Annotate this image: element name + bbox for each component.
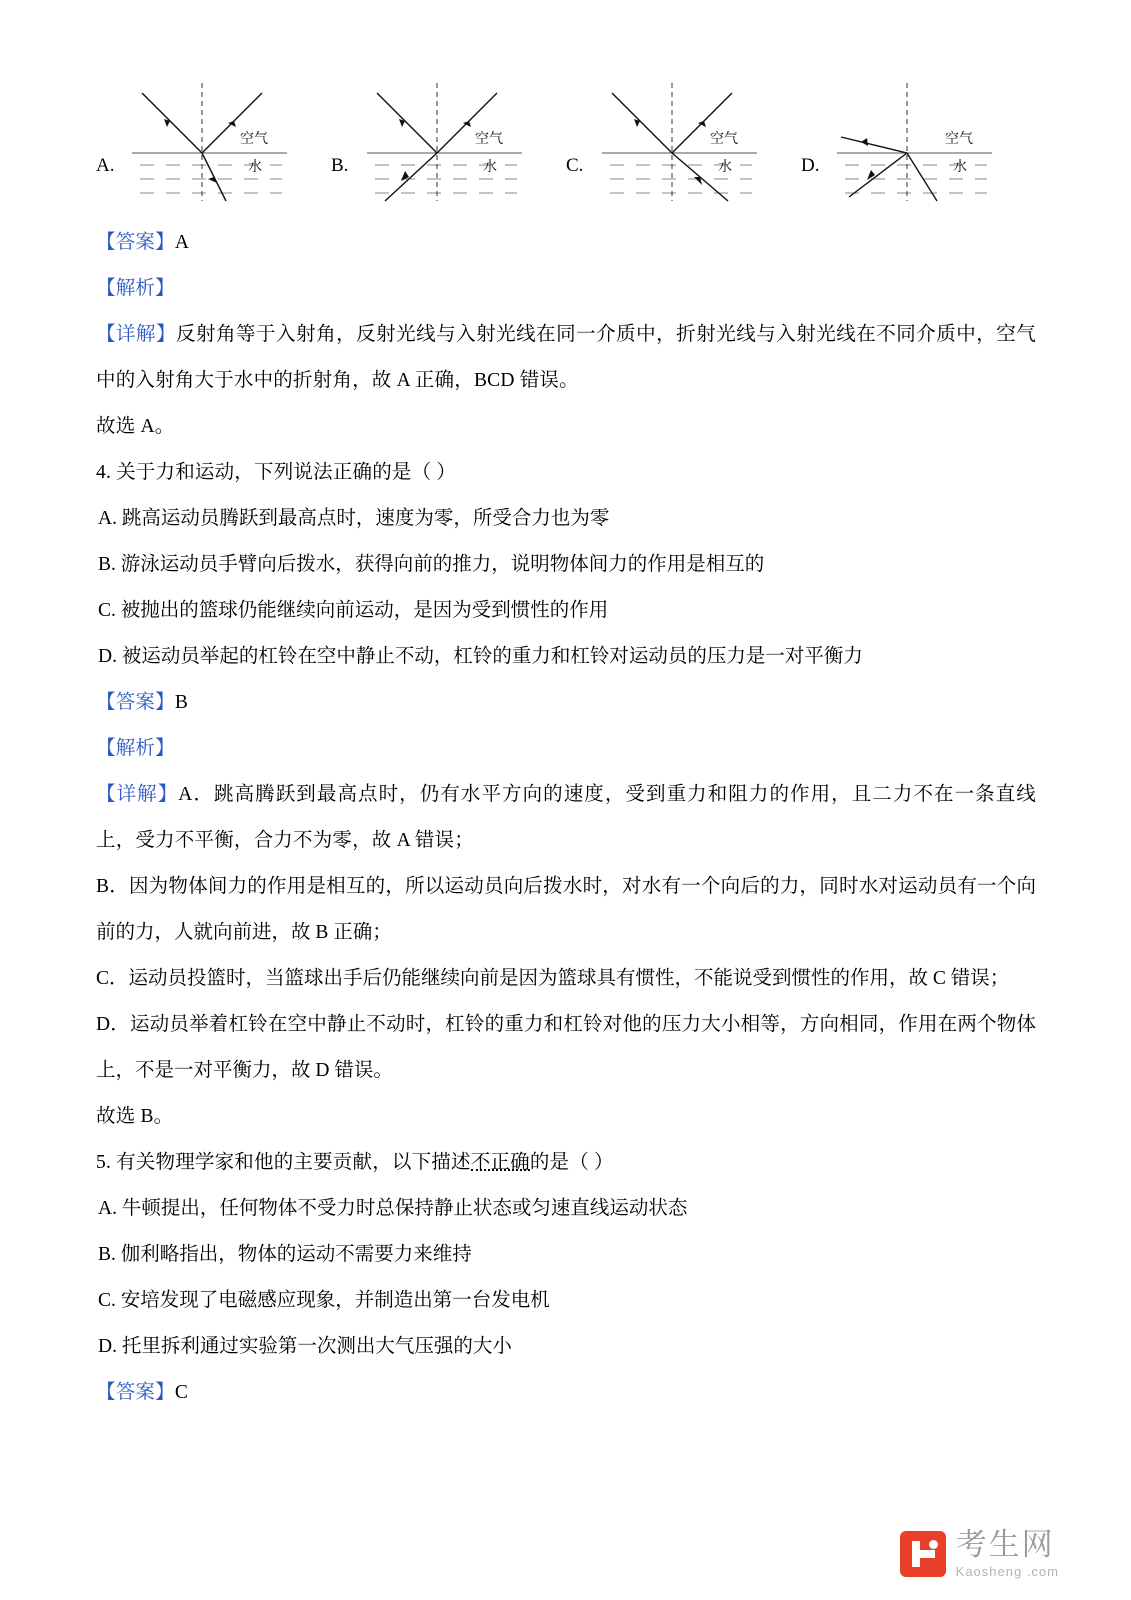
q3-answer-value: A <box>174 232 190 253</box>
q3-detail-paragraph <box>96 312 1036 404</box>
watermark-en: Kaosheng .com <box>955 1564 1059 1579</box>
figure-diagram-b <box>357 65 532 205</box>
q4-detail-a-text: A．跳高腾跃到最高点时，仍有水平方向的速度，受到重力和阻力的作用，且二力不在一条直线上，受力不平衡，合力不为零，故 A 错误； <box>96 784 1036 851</box>
watermark-logo-icon <box>900 1531 946 1577</box>
figure-diagram-a <box>122 65 297 205</box>
refraction-figure-row <box>96 60 1036 220</box>
q5-option-c: C. 安培发现了电磁感应现象，并制造出第一台发电机 <box>98 1290 550 1311</box>
watermark-text <box>955 1527 1059 1579</box>
q3-answer-line <box>96 220 1036 266</box>
figure-c-water-label: 水 <box>718 159 732 175</box>
q4-detail-d: D．运动员举着杠铃在空中静止不动时，杠铃的重力和杠铃对他的压力大小相等，方向相同，作用在两个物体上，不是一对平衡力，故 D 错误。 <box>96 1014 1036 1081</box>
q5-answer-value: C <box>174 1382 189 1403</box>
q5-answer-tag: 【答案】 <box>96 1382 175 1403</box>
document-content <box>96 60 1036 1416</box>
figure-d-air-label: 空气 <box>945 131 973 147</box>
q4-analysis-line <box>96 726 1036 772</box>
q5-option-a: A. 牛顿提出，任何物体不受力时总保持静止状态或匀速直线运动状态 <box>98 1198 688 1219</box>
figure-label-c: C. <box>566 155 584 176</box>
figure-option-d <box>801 60 1036 210</box>
figure-a-water-label: 水 <box>248 159 262 175</box>
q4-detail-a <box>96 772 1036 864</box>
q4-analysis-tag: 【解析】 <box>96 738 175 759</box>
q5-option-b: B. 伽利略指出，物体的运动不需要力来维持 <box>98 1244 472 1265</box>
q5-stem <box>96 1140 1036 1186</box>
figure-diagram-c <box>592 65 767 205</box>
q4-stem: 4. 关于力和运动，下列说法正确的是（ ） <box>96 462 457 483</box>
q3-analysis-line <box>96 266 1036 312</box>
q4-option-c: C. 被抛出的篮球仍能继续向前运动，是因为受到惯性的作用 <box>98 600 609 621</box>
q4-detail-c: C．运动员投篮时，当篮球出手后仍能继续向前是因为篮球具有惯性，不能说受到惯性的作用，故 C 错误； <box>96 968 1010 989</box>
q4-detail-tag: 【详解】 <box>96 784 179 805</box>
q3-detail-text: 反射角等于入射角，反射光线与入射光线在同一介质中，折射光线与入射光线在不同介质中，空气中的入射角大于水中的折射角，故 A 正确，BCD 错误。 <box>96 324 1036 391</box>
figure-label-b: B. <box>331 155 349 176</box>
watermark-cn: 考生网 <box>955 1527 1055 1563</box>
q4-option-b: B. 游泳运动员手臂向后拨水，获得向前的推力，说明物体间力的作用是相互的 <box>98 554 765 575</box>
q4-answer-line <box>96 680 1036 726</box>
figure-label-a: A. <box>96 155 115 176</box>
figure-b-water-label: 水 <box>483 159 497 175</box>
q4-option-d: D. 被运动员举起的杠铃在空中静止不动，杠铃的重力和杠铃对运动员的压力是一对平衡力 <box>98 646 863 667</box>
figure-option-a <box>96 60 331 210</box>
q5-stem-prefix: 5. 有关物理学家和他的主要贡献，以下描述 <box>96 1152 471 1173</box>
figure-b-air-label: 空气 <box>475 131 503 147</box>
watermark-dot-icon <box>929 1540 938 1549</box>
q5-option-d: D. 托里拆利通过实验第一次测出大气压强的大小 <box>98 1336 512 1357</box>
figure-label-d: D. <box>801 155 820 176</box>
figure-diagram-d <box>827 65 1002 205</box>
q5-stem-suffix: 的是（ ） <box>529 1152 614 1173</box>
q3-answer-tag: 【答案】 <box>96 232 175 253</box>
figure-option-c <box>566 60 801 210</box>
figure-c-air-label: 空气 <box>710 131 738 147</box>
q4-conclusion: 故选 B。 <box>96 1106 174 1127</box>
q3-detail-tag: 【详解】 <box>96 324 177 345</box>
q5-stem-emphasis: 不正确 <box>470 1152 530 1173</box>
figure-a-air-label: 空气 <box>240 131 268 147</box>
q5-answer-line <box>96 1370 1036 1416</box>
q4-answer-value: B <box>174 692 189 713</box>
q4-option-a: A. 跳高运动员腾跃到最高点时，速度为零，所受合力也为零 <box>98 508 610 529</box>
q4-detail-b: B．因为物体间力的作用是相互的，所以运动员向后拨水时，对水有一个向后的力，同时水对运动员有一个向前的力，人就向前进，故 B 正确； <box>96 876 1036 943</box>
q3-analysis-tag: 【解析】 <box>96 278 175 299</box>
q3-conclusion: 故选 A。 <box>96 416 175 437</box>
figure-option-b <box>331 60 566 210</box>
figure-d-water-label: 水 <box>953 159 967 175</box>
site-watermark <box>900 1527 1059 1579</box>
q4-answer-tag: 【答案】 <box>96 692 175 713</box>
